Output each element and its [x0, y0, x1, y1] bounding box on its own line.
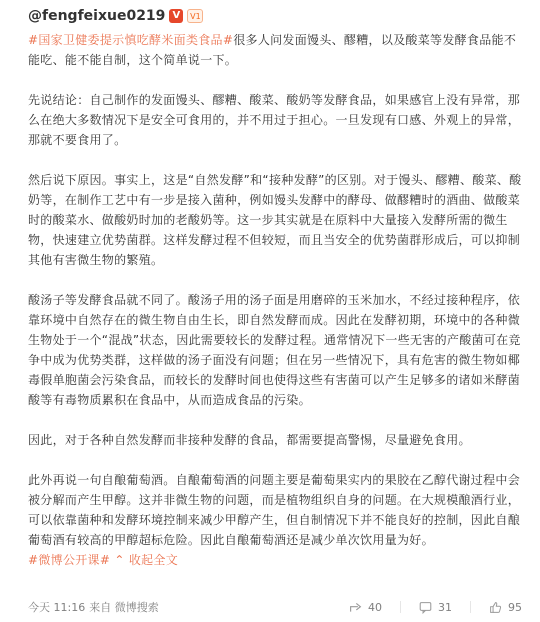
paragraph: 然后说下原因。事实上，这是“自然发酵”和“接种发酵”的区别。对于馒头、醪糟、酸菜、酸奶等，在制作工艺中有一步是接入菌种，例如馒头发酵中的酵母、做醪糟时的酒曲、做酸菜时的酸菜水、做酸奶时加的老酸奶等。这一步其实就是在原料中大量接入发酵所需的微生物，快速建立优势菌群。这样发酵过程不但较短，而且当安全的优势菌群形成后，可以抑制其他有害微生物的繁殖。 — [28, 173, 522, 267]
post-stats — [331, 601, 522, 614]
divider — [470, 601, 471, 613]
author-line — [28, 6, 522, 26]
divider — [400, 601, 401, 613]
post-content — [28, 30, 522, 570]
post-source[interactable]: 来自 微博搜索 — [89, 601, 159, 614]
post-actions-line — [28, 550, 522, 570]
chevron-up-icon: ⌃ — [114, 553, 125, 567]
collapse-button[interactable] — [114, 553, 178, 567]
collapse-label: 收起全文 — [128, 553, 179, 567]
post-time[interactable]: 今天 11:16 — [28, 601, 86, 614]
post-footer — [28, 598, 522, 616]
paragraph: 此外再说一句自酿葡萄酒。自酿葡萄酒的问题主要是葡萄果实内的果胶在乙醇代谢过程中会被分解而产生甲醇。这并非微生物的问题，而是植物组织自身的问题。在大规模酿酒行业，可以依靠菌种和发酵环境控制来减少甲醇产生，但自制情况下并不能良好的控制，因此自酿葡萄酒有较高的甲醇超标危险。因此自酿葡萄酒还是减少单次饮用量为好。 — [28, 473, 521, 547]
paragraph: 因此，对于各种自然发酵而非接种发酵的食品，都需要提高警惕，尽量避免食用。 — [28, 433, 471, 447]
comment-button[interactable] — [419, 601, 452, 614]
thumbs-up-icon — [489, 601, 502, 614]
like-count: 95 — [508, 600, 522, 614]
topic-link[interactable]: #国家卫健委提示慎吃酵米面类食品# — [28, 33, 234, 47]
open-class-topic-link[interactable]: #微博公开课# — [28, 553, 111, 567]
share-count: 40 — [368, 600, 382, 614]
paragraph: 先说结论：自己制作的发面馒头、醪糟、酸菜、酸奶等发酵食品，如果感官上没有异常，那么在绝大多数情况下是安全可食用的，并不用过于担心。一旦发现有口感、外观上的异常，那就不要食用了。 — [28, 93, 521, 147]
share-button[interactable] — [349, 601, 382, 614]
paragraph: 酸汤子等发酵食品就不同了。酸汤子用的汤子面是用磨碎的玉米加水，不经过接种程序，依靠环境中自然存在的微生物自由生长，即自然发酵而成。因此在发酵初期，环境中的各种微生物处于一个“混战”状态，因此需要较长的发酵过程。通常情况下一些无害的产酸菌可在竞争中成为优势类群，这样做的汤子面没有问题；但在另一些情况下，具有危害的微生物如椰毒假单胞菌会污染食品，而较长的发酵时间也使得这些有害菌可以产生足够多的诸如米酵菌酸等有毒物质累积在食品中，从而造成食品的污染。 — [28, 293, 521, 407]
like-button[interactable] — [489, 601, 522, 614]
verified-badge-icon: V — [169, 9, 183, 23]
paragraph-text: 很多人问发面馒头、醪糟，以及酸菜等发酵食品能不能吃、能不能自制，这个简单说一下。 — [28, 33, 517, 67]
comment-icon — [419, 601, 432, 614]
comment-count: 31 — [438, 600, 452, 614]
level-badge-icon: V1 — [187, 9, 203, 23]
paragraph — [28, 30, 522, 70]
author-name[interactable]: @fengfeixue0219 — [28, 8, 166, 24]
share-icon — [349, 601, 362, 614]
